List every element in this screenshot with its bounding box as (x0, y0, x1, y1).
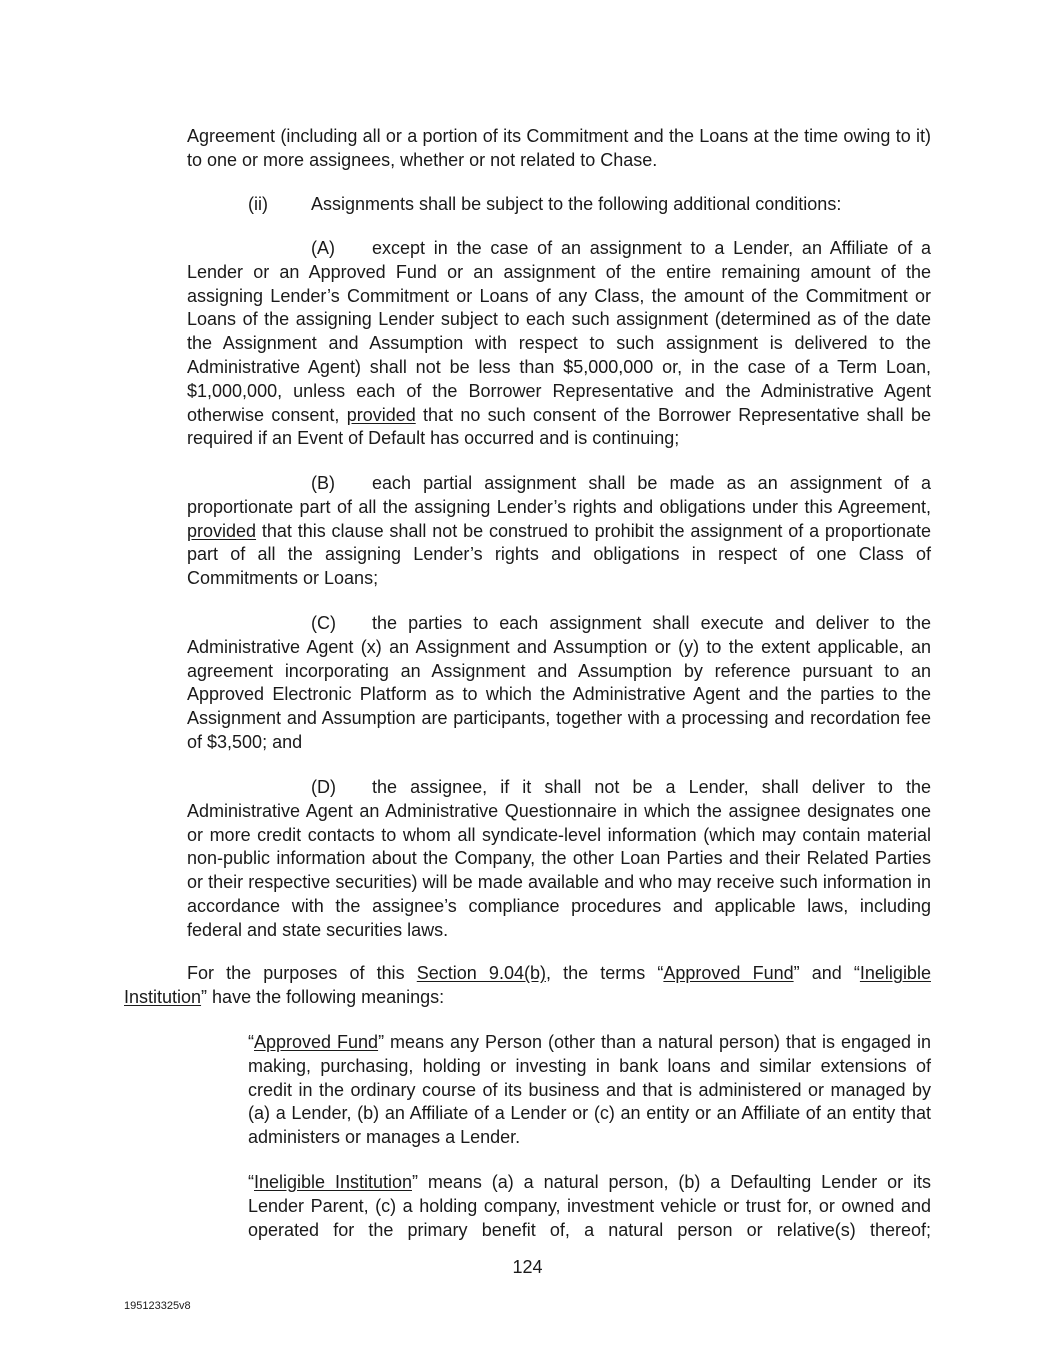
def-approved-fund-term: Approved Fund (254, 1032, 379, 1052)
section-reference: Section 9.04(b) (416, 963, 546, 983)
def-ineligible-term: Ineligible Institution (254, 1172, 412, 1192)
clause-ii-label: (ii) (248, 194, 268, 214)
definition-approved-fund (248, 1031, 931, 1150)
def-ineligible-close-quote: ” (411, 1172, 418, 1192)
clause-a-text-before: except in the case of an assignment to a Lender, an Affiliate of a Lender or an Approved Fund or an assignment of the entire remaining amount of the assigning Lender’s Commitment or Loans of any Class, the amount of the Commitment or Loans of the assigning Lender subject to each such assignment (determined as of the date the Assignment and Assumption with respect to such assignment is delivered to the Administrative Agent) shall not be less than $5,000,000 or, in the case of a Term Loan, $1,000,000, unless each of the Borrower Representative and the Administrative Agent otherwise consent, (187, 238, 931, 425)
purposes-text-3: ” and “ (793, 963, 860, 983)
page-number: 124 (512, 1257, 543, 1277)
clause-b-paragraph (187, 472, 931, 591)
def-approved-fund-text: means any Person (other than a natural person) that is engaged in making, purchasing, holding or investing in bank loans and similar extensions of credit in the ordinary course of its business and that is administered or managed by (a) a Lender, (b) an Affiliate of a Lender or (c) an entity or an Affiliate of an entity that administers or manages a Lender. (248, 1032, 931, 1148)
intro-text: Agreement (including all or a portion of its Commitment and the Loans at the time owing to it) to one or more assignees, whether or not related to Chase. (187, 126, 931, 170)
purposes-text-1: For the purposes of this (187, 963, 405, 983)
def-ineligible-open-quote: “ (248, 1172, 254, 1192)
purposes-text-4: ” have the following meanings: (201, 986, 445, 1007)
clause-c-text: the parties to each assignment shall execute and deliver to the Administrative Agent (x) an Assignment and Assumption or (y) to the extent applicable, an agreement incorporating an Assignment and Assumption by reference pursuant to an Approved Electronic Platform as to which the Administrative Agent and the parties to the Assignment and Assumption are participants, together with a processing and recordation fee of $3,500; and (187, 613, 931, 752)
clause-b-text-before: each partial assignment shall be made as an assignment of a proportionate part of all the assigning Lender’s rights and obligations under this Agreement, (187, 473, 931, 517)
clause-a-paragraph (187, 237, 931, 451)
clause-a-provided: provided (346, 404, 416, 425)
clause-b-provided: provided (187, 520, 257, 541)
clause-d-text: the assignee, if it shall not be a Lender, shall deliver to the Administrative Agent an Administrative Questionnaire in which the assignee designates one or more credit contacts to whom all syndicate-level information (which may contain material non-public information about the Company, the other Loan Parties and their Related Parties or their respective securities) will be made available and who may receive such information in accordance with the assignee’s compliance procedures and applicable laws, including federal and state securities laws. (187, 777, 931, 940)
intro-paragraph (187, 125, 931, 173)
clause-c-paragraph (187, 612, 931, 755)
def-approved-fund-close-quote: ” (378, 1032, 385, 1052)
clause-ii-text: Assignments shall be subject to the following additional conditions: (311, 194, 842, 214)
purposes-paragraph (124, 962, 931, 1010)
term-approved-fund: Approved Fund (663, 963, 794, 983)
document-id: 195123325v8 (124, 1300, 191, 1312)
term-ineligible-institution: Ineligible Institution (124, 963, 931, 1007)
clause-a-text-after: that no such consent of the Borrower Representative shall be required if an Event of Default has occurred and is continuing; (187, 404, 931, 449)
clause-b-label: (B) (311, 473, 335, 493)
clause-a-label: (A) (311, 238, 335, 258)
purposes-text-2: , the terms “ (545, 963, 664, 983)
def-approved-fund-open-quote: “ (248, 1032, 254, 1052)
definition-ineligible-institution (248, 1171, 931, 1242)
clause-d-paragraph (187, 776, 931, 943)
clause-c-label: (C) (311, 613, 336, 633)
clause-b-text-after: that this clause shall not be construed to prohibit the assignment of a proportionate part of all the assigning Lender’s rights and obligations in respect of one Class of Commitments or Loans; (187, 520, 931, 589)
clause-ii-paragraph (248, 193, 931, 217)
clause-d-label: (D) (311, 777, 336, 797)
def-ineligible-text: means (a) a natural person, (b) a Defaulting Lender or its Lender Parent, (c) a holding company, investment vehicle or trust for, or owned and operated for the primary benefit of, a natural person or relative(s) thereof; (248, 1172, 931, 1240)
